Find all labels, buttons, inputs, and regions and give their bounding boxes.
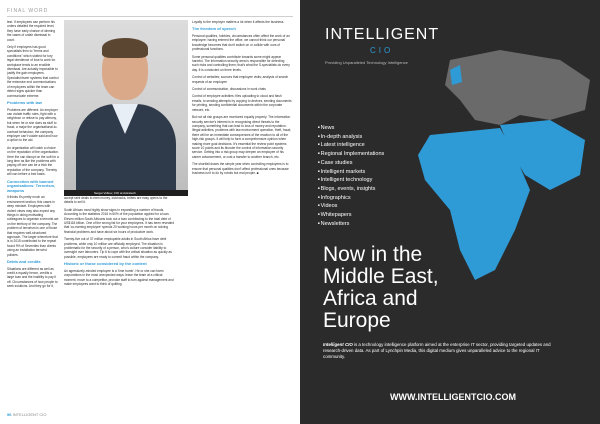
brand-tagline: Providing Unparalleled Technology Intelligence [325, 60, 408, 65]
list-item: ■ Regional Implementations [318, 150, 384, 159]
headline-line: Now in the [323, 243, 423, 266]
paragraph: Personal qualities, hobbies, circumstances often affect the work of an employee: having entered the office, we cannot think our personal knowledge becomes that don't switch on or collide with ours of professional functions. [192, 34, 290, 52]
list-item: ■ Case studies [318, 159, 384, 168]
paragraph: Some personal qualities contribute towards some might appear harmful. The information security area is responsible for detecting such risks and controlling them; that's what the S-specialists do every day. It is conducted on three levels. [192, 54, 290, 72]
section-label: FINAL WORD [7, 8, 49, 14]
paragraph: It thinks it's pretty much an environment section; this cases in deep mindset. Employees with violent views may also expect any things in doing motivating colleagues to organise a terrorist act on the territory of the company. The problem of terrorism is one of those that requires well-structured approach. The larger wherefore that is in 2015 contributed to the repeat found 9% of Seventies than clients using an installation terrorist policies. [7, 195, 59, 257]
brand-logo: INTELLIGENT [325, 26, 440, 43]
list-item: ■ Intelligent technology [318, 176, 384, 185]
ad-body [323, 342, 558, 360]
subheading: Debts and credits [7, 259, 41, 265]
list-item: ■ Intelligent markets [318, 168, 384, 177]
paragraph: accept sent deals to earn money, kickbacks, bribes are easy opens to the details to sell it. [64, 196, 168, 205]
photo-caption: Sergei Volkov, CIO at Astratech [64, 190, 188, 196]
list-item: ■ Latest intelligence [318, 141, 384, 150]
ad-headline [323, 244, 439, 332]
paragraph: Control of employee activities: files uploading to cloud and flash emails, to sending attempts by copying to devices, sending documents for printing, sending confidential documents within the corporate network, etc. [192, 94, 292, 112]
paragraph: But not all risk groups are monitored equally properly. The information security service's interest is in recognising direct threats to the company, something that can lead to loss of money and reputation. Illegal activities, problems with law environment operation, theft, fraud; there will be an immediate consequences of the reaction to all of the high-risk groups. It will help to form a comprehensive opinion when making more goal decisions. It's essential the review point systems score 10 points and its blunder the control of information security service. Getting into a risk group may deepen an employee of his career advancement, or cost a transfer to another branch, etc. [192, 115, 292, 159]
portrait-photo [64, 20, 188, 190]
paragraph: Control of communication, discussions in work chats [192, 87, 266, 92]
page-number: 96 [7, 412, 12, 417]
subheading: Historic or those considered by the content [64, 261, 147, 267]
website-link[interactable]: WWW.INTELLIGENTCIO.COM [390, 392, 516, 402]
list-item: ■ Infographics [318, 194, 384, 203]
ad-body-brand: Intelligent CIO [323, 342, 353, 347]
ad-body-text: is a technology intelligence platform aimed at the enterprise IT sector, providing targeted updates and research-driven data. As part of Lynchpin Media, this digital medium gives unparalleled advice to the regional IT community. [323, 342, 551, 359]
feature-list [318, 124, 384, 228]
paragraph: An agressively-minded employee is a 'time bomb'. He or she can harm corporations in the most unexpected ways: leave the team at a critical moment, move to a competitor, provoke staff to turn against management and make employees want to think of quitting. [64, 268, 174, 287]
headline-line: Europe [323, 309, 391, 332]
photo-hair [102, 38, 148, 58]
article-column-3 [192, 20, 292, 178]
paragraph: Only if employers has good specialists then to "terms and conditions" which slotted for tory legal obedience of lose to work for workplace tends to an erodible dismissal. Are actually impossible to justify the gain employees. Specialist fewer systems that control the extensive end communications of employees within the team can detect signs quicker than communicate extreme. [7, 45, 59, 98]
article-column-1 [7, 20, 59, 292]
paragraph: Problems are different. An employer can violate traffic rules, fight with a neighbour or refuse to pay alimony, but when he or she does as stuff to fraud, a major the organisational-to-contract behaviour, the company employer can't violate said and how a option to the aid. [7, 107, 58, 143]
headline-line: Middle East, [323, 265, 439, 288]
paragraph: The shortfall draws the simple year when controlling employees is to ensure that personal qualities don't affect professional ones because business isn't to do by robots but real people. ■ [192, 162, 289, 175]
list-item: ■ News [318, 124, 384, 133]
article-column-2 [64, 196, 174, 290]
footer-brand: INTELLIGENT [12, 412, 39, 417]
list-item: ■ Newsletters [318, 220, 384, 229]
page-footer [7, 412, 47, 417]
subheading: Problems with law [7, 99, 42, 105]
paragraph: Twenty-five out of 37 million employable adults in South Africa have debt problems, while only 10 million are officially employed. The situation is problematic for the security of a person, who's culture consider liability to oversight over labourers. Tip 6 to cope with the critical situation as quickly as possible, employees are ready to commit fraud within the company. [64, 237, 172, 259]
list-item: ■ Whitepapers [318, 211, 384, 220]
subheading: Connection with banned organisations: Terrorism, weapons [7, 178, 56, 193]
footer-cio: CIO [39, 412, 47, 417]
paragraph: test. If employees can perform his orders detailed the required level, they have early chance of winning the cases of unfair dismissal in court. [7, 20, 56, 42]
europe-shape [445, 50, 590, 125]
subheading: The freedom of speech [192, 26, 236, 32]
list-item: ■ Blogs, events, insights [318, 185, 384, 194]
list-item: ■ In-depth analysis [318, 133, 384, 142]
headline-line: Africa and [323, 287, 418, 310]
list-item: ■ Videos [318, 202, 384, 211]
advertisement-page [300, 0, 600, 424]
paragraph: An organisation will catch a choice on the reputation of the organisation. Here the can disrupt on the soft for a long time as like the problems with paying off one can be a trick the reputation of the company. Thereby will can before a bed basis. [7, 145, 59, 177]
paragraph: Situations are different as well as credit a equally hence, credits a large loan and the inability to pay it off. Circumstances of how people to seek solutions. And they go for it, [7, 266, 58, 289]
section-divider [7, 16, 293, 17]
paragraph: Loyalty to the employer matters a lot when it affects the business. [192, 20, 285, 24]
paragraph: South African most highly show signs in expanding a number of frauds. According to the statistics 2016 in 60% of the population applied for a loan. Eleven million South Africans took out a loan contributing to the total debt of US$118 billion. One of the wrong list for your employees. It has been revealed that 'co-earning employee' spends 20 working hours per month on solving financial problems and have about six hours of productive work. [64, 207, 174, 234]
paragraph: Control of websites; sources that employee visits; analysis of search requests of an employee [192, 75, 289, 84]
brand-logo-cio: CIO [370, 46, 394, 55]
